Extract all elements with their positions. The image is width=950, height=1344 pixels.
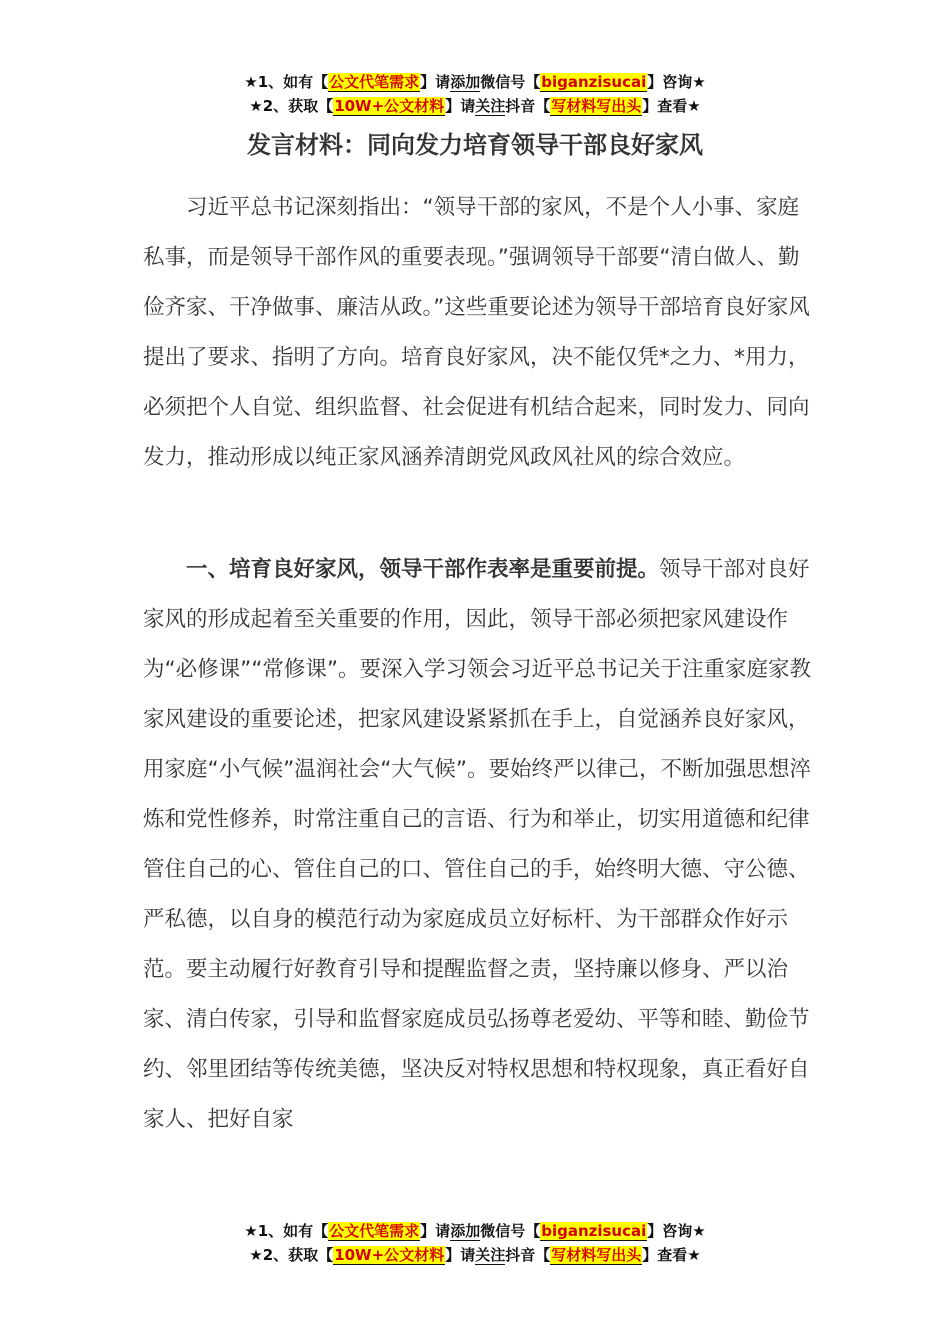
promo-text: 微信号【 <box>480 1222 541 1240</box>
underlined-follow: 关注 <box>475 97 506 115</box>
promo-text: ★1、如有【 <box>244 73 329 91</box>
promo-text: ★2、获取【 <box>249 1246 334 1264</box>
promo-line-1 <box>0 1219 950 1243</box>
promo-text: 抖音【 <box>505 1246 551 1264</box>
highlight-service: 公文代笔需求 <box>329 1222 420 1240</box>
highlight-wechat-id: biganzisucai <box>541 1222 647 1240</box>
promo-text: ★1、如有【 <box>244 1222 329 1240</box>
underlined-add: 添加 <box>450 73 481 91</box>
promo-text: 】请 <box>420 1222 451 1240</box>
footer-promo-banner <box>0 1219 950 1267</box>
highlight-wechat-id: biganzisucai <box>541 73 647 91</box>
promo-line-2 <box>0 1243 950 1267</box>
section-body-1: 领导干部对良好家风的形成起着至关重要的作用，因此，领导干部必须把家风建设作为“必修课”“常修课”。要深入学习领会习近平总书记关于注重家庭家教家风建设的重要论述，把家风建设紧紧抓在手上，自觉涵养良好家风，用家庭“小气候”温润社会“大气候”。要始终严以律己，不断加强思想淬炼和党性修养，时常注重自己的言语、行为和举止，切实用道德和纪律管住自己的心、管住自己的口、管住自己的手，始终明大德、守公德、严私德，以自身的模范行动为家庭成员立好标杆、为干部群众作好示范。要主动履行好教育引导和提醒监督之责，坚持廉以修身、严以治家、清白传家，引导和监督家庭成员弘扬尊老爱幼、平等和睦、勤俭节约、邻里团结等传统美德，坚决反对特权思想和特权现象，真正看好自家人、把好自家 <box>143 557 812 1132</box>
highlight-service: 公文代笔需求 <box>329 73 420 91</box>
header-promo-banner <box>0 70 950 118</box>
document-title: 发言材料：同向发力培育领导干部良好家风 <box>247 131 703 159</box>
promo-text: 】请 <box>445 97 476 115</box>
promo-text: 】查看★ <box>642 1246 701 1264</box>
promo-text: 抖音【 <box>505 97 551 115</box>
promo-text: 】请 <box>445 1246 476 1264</box>
highlight-douyin-id: 写材料写出头 <box>551 1246 642 1264</box>
promo-text: 】咨询★ <box>647 73 706 91</box>
promo-line-1 <box>0 70 950 94</box>
promo-text: 微信号【 <box>480 73 541 91</box>
body-paragraph-1: 习近平总书记深刻指出：“领导干部的家风，不是个人小事、家庭私事，而是领导干部作风的重要表现。”强调领导干部要“清白做人、勤俭齐家、干净做事、廉洁从政。”这些重要论述为领导干部培育良好家风提出了要求、指明了方向。培育良好家风，决不能仅凭*之力、*用力，必须把个人自觉、组织监督、社会促进有机结合起来，同时发力、同向发力，推动形成以纯正家风涵养清朗党风政风社风的综合效应。 <box>143 195 810 470</box>
highlight-materials: 10W+公文材料 <box>334 1246 445 1264</box>
body-paragraph-2 <box>143 545 813 1145</box>
section-heading-1: 一、培育良好家风，领导干部作表率是重要前提。 <box>186 557 660 582</box>
underlined-follow: 关注 <box>475 1246 506 1264</box>
promo-line-2 <box>0 94 950 118</box>
underlined-add: 添加 <box>450 1222 481 1240</box>
highlight-materials: 10W+公文材料 <box>334 97 445 115</box>
promo-text: 】请 <box>420 73 451 91</box>
promo-text: 】咨询★ <box>647 1222 706 1240</box>
promo-text: ★2、获取【 <box>249 97 334 115</box>
promo-text: 】查看★ <box>642 97 701 115</box>
highlight-douyin-id: 写材料写出头 <box>551 97 642 115</box>
